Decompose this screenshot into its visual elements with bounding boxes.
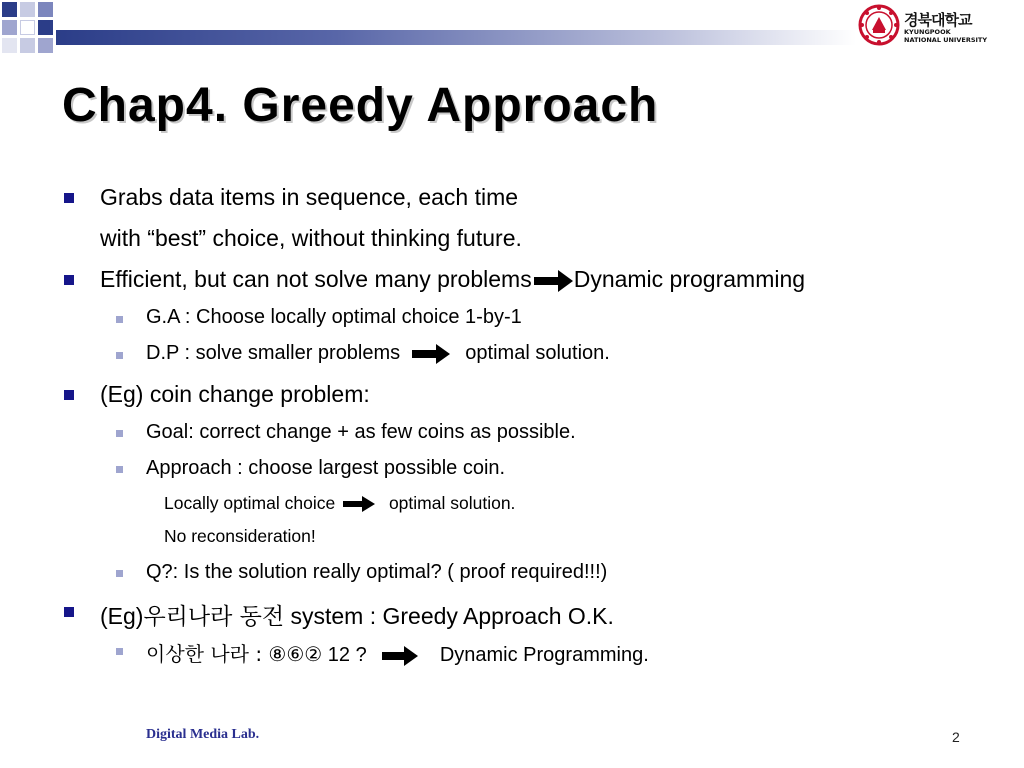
sub-bullet-marker (116, 570, 123, 577)
right-arrow-icon (532, 269, 574, 293)
page-number: 2 (952, 729, 960, 745)
sub-bullet-text: G.A : Choose locally optimal choice 1-by-1 (146, 306, 522, 328)
corner-square (38, 38, 53, 53)
footer-lab-name: Digital Media Lab. (146, 727, 260, 742)
bullet-text (100, 598, 614, 631)
tertiary-text: No reconsideration! (164, 526, 316, 546)
sub-bullet-text-korean: 이상한 나라 : ⑧⑥② (146, 642, 323, 666)
right-arrow-icon (342, 495, 376, 513)
slide-title: Chap4. Greedy Approach (62, 79, 659, 132)
sub-bullet-text (146, 342, 610, 365)
header-gradient-bar (56, 30, 856, 45)
sub-bullet-text-part: 12 ? (322, 644, 367, 666)
corner-square (2, 38, 17, 53)
sub-bullet-marker (116, 466, 123, 473)
corner-square (20, 38, 35, 53)
bullet-marker (64, 390, 74, 400)
corner-square (38, 2, 53, 17)
bullet-text-part: (Eg) (100, 603, 144, 629)
bullet-text-korean: 우리나라 동전 (143, 604, 285, 630)
university-seal-icon (858, 4, 900, 46)
logo-korean-text: 경북대학교 (904, 11, 972, 29)
university-logo (858, 2, 988, 52)
bullet-text: (Eg) coin change problem: (100, 381, 370, 407)
tertiary-text-part: Locally optimal choice (164, 493, 336, 513)
bullet-text-part: Efficient, but can not solve many problems (100, 266, 532, 292)
sub-bullet-text-part: optimal solution. (465, 342, 610, 364)
logo-english-line: KYUNGPOOK (904, 28, 951, 36)
bullet-text (100, 266, 805, 293)
sub-bullet-text: Q?: Is the solution really optimal? ( proof required!!!) (146, 561, 608, 583)
logo-english-text (904, 28, 994, 44)
corner-square (38, 20, 53, 35)
sub-bullet-marker (116, 352, 123, 359)
corner-square (2, 20, 17, 35)
right-arrow-icon (380, 645, 420, 667)
bullet-text-continuation: with “best” choice, without thinking future. (100, 225, 522, 251)
sub-bullet-text-part: Dynamic Programming. (439, 644, 649, 666)
corner-square (2, 2, 17, 17)
logo-english-line: NATIONAL UNIVERSITY (904, 36, 988, 44)
sub-bullet-marker (116, 648, 123, 655)
sub-bullet-text (146, 638, 649, 667)
bullet-marker (64, 275, 74, 285)
sub-bullet-text: Approach : choose largest possible coin. (146, 457, 506, 479)
corner-square (20, 20, 35, 35)
sub-bullet-marker (116, 430, 123, 437)
tertiary-text (164, 493, 515, 514)
bullet-text-part: Dynamic programming (573, 266, 806, 292)
sub-bullet-marker (116, 316, 123, 323)
right-arrow-icon (410, 343, 452, 365)
bullet-marker (64, 607, 74, 617)
corner-square (20, 2, 35, 17)
tertiary-text-part: optimal solution. (388, 493, 516, 513)
bullet-marker (64, 193, 74, 203)
sub-bullet-text-part: D.P : solve smaller problems (146, 342, 401, 364)
sub-bullet-text: Goal: correct change + as few coins as possible. (146, 421, 576, 443)
bullet-text: Grabs data items in sequence, each time (100, 184, 519, 210)
bullet-text-part: system : Greedy Approach O.K. (284, 603, 614, 629)
